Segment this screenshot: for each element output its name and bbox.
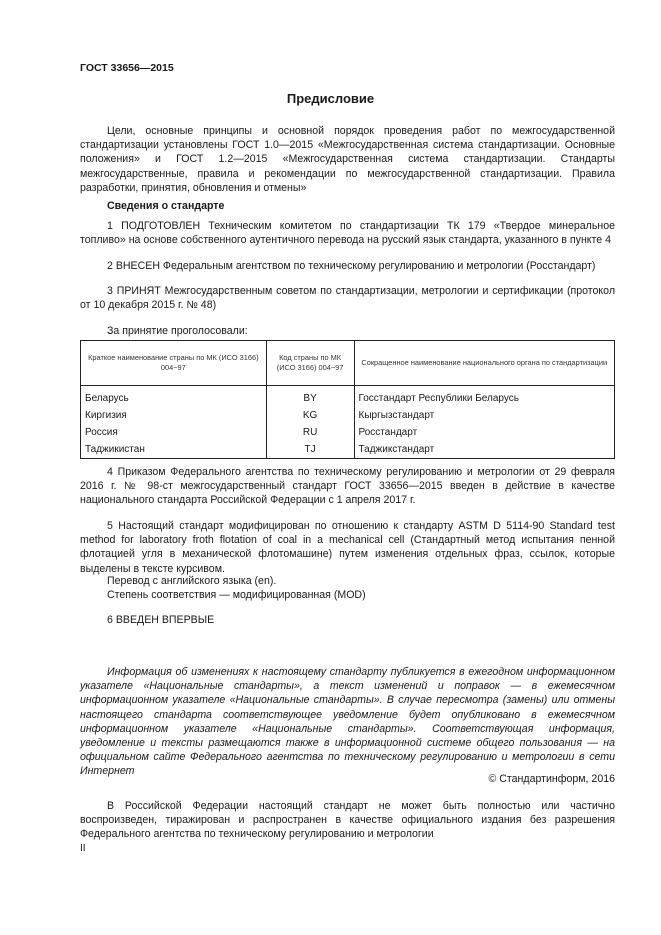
item-4-order: 4 Приказом Федерального агентства по техническому регулированию и метрологии от 29 февраля 2016 г. № 98-ст межгосударственный стандарт ГОСТ 33656—2015 введен в действие в качестве национального стандарта Российской Федерации с 1 апреля 2017 г.: [80, 466, 615, 507]
body-cell: Госстандарт Республики Беларусь: [354, 390, 615, 407]
table-header-row: [81, 341, 615, 386]
country-cell: Россия: [81, 424, 267, 441]
country-cell: Киргизия: [81, 407, 267, 424]
item-5-modified: 5 Настоящий стандарт модифицирован по отношению к стандарту ASTM D 5114-90 Standard test method for laboratory froth flotation of coal in a mechanical cell (Стандартный метод испытания пенной флотацией угля в механической флотомашине) путем изменения отдельных фраз, ссылок, которые выделены в тексте курсивом.: [80, 520, 615, 575]
item-3-adopted: 3 ПРИНЯТ Межгосударственным советом по стандартизации, метрологии и сертификации (протокол от 10 декабря 2015 г. № 48): [80, 285, 615, 312]
country-cell: Беларусь: [81, 390, 267, 407]
info-heading: Сведения о стандарте: [107, 200, 225, 212]
code-cell: BY: [266, 390, 354, 407]
code-cell: TJ: [266, 441, 354, 459]
body-cell: Кыргызстандарт: [354, 407, 615, 424]
page-title: Предисловие: [286, 91, 375, 106]
voted-label: За принятие проголосовали:: [107, 325, 248, 337]
votes-table: [80, 340, 615, 459]
item-2-introduced: 2 ВНЕСЕН Федеральным агентством по техническому регулированию и метрологии (Росстандарт): [107, 260, 596, 272]
column-header-body: Сокращенное наименование национального органа по стандартизации: [354, 341, 615, 386]
intro-paragraph: Цели, основные принципы и основной порядок проведения работ по межгосударственной стандартизации установлены ГОСТ 1.0—2015 «Межгосударственная система стандартизации. Основные положения» и ГОСТ 1.2—2015 «Межгосударственная система стандартизации. Стандарты межгосударственные, правила и рекомендации по межгосударственной стандартизации. Правила разработки, принятия, обновления и отмены»: [80, 125, 615, 194]
changes-notice: Информация об изменениях к настоящему стандарту публикуется в ежегодном информационном указателе «Национальные стандарты», а текст изменений и поправок — в ежемесячном информационном указателе «Национальные стандарты». В случае пересмотра (замены) или отмены настоящего стандарта соответствующее уведомление будет опубликовано в ежемесячном информационном указателе «Национальные стандарты». Соответствующая информация, уведомление и тексты размещаются также в информационной системе общего пользования — на официальном сайте Федерального агентства по техническому регулированию и метрологии в сети Интернет: [80, 666, 615, 778]
copyright: © Стандартинформ, 2016: [488, 773, 615, 785]
table-row: [81, 407, 615, 424]
item-1-prepared: 1 ПОДГОТОВЛЕН Техническим комитетом по стандартизации ТК 179 «Твердое минеральное топливо» на основе собственного аутентичного перевода на русский язык стандарта, указанного в пункте 4: [80, 220, 615, 247]
item-5-degree: Степень соответствия — модифицированная (MOD): [107, 589, 366, 601]
column-header-country: Краткое наименование страны по МК (ИСО 3166) 004−97: [81, 341, 267, 386]
item-5-translation: Перевод с английского языка (en).: [107, 575, 277, 587]
legal-notice: В Российской Федерации настоящий стандарт не может быть полностью или частично воспроизведен, тиражирован и распространен в качестве официального издания без разрешения Федерального агентства по техническому регулированию и метрологии: [80, 800, 615, 841]
standard-designation: ГОСТ 33656—2015: [80, 62, 174, 74]
column-header-code: Код страны по МК (ИСО 3166) 004−97: [266, 341, 354, 386]
page-number: II: [80, 843, 86, 854]
code-cell: KG: [266, 407, 354, 424]
body-cell: Росстандарт: [354, 424, 615, 441]
table-row: [81, 390, 615, 407]
code-cell: RU: [266, 424, 354, 441]
table-row: [81, 424, 615, 441]
item-6-first-introduced: 6 ВВЕДЕН ВПЕРВЫЕ: [107, 614, 215, 626]
body-cell: Таджикстандарт: [354, 441, 615, 459]
country-cell: Таджикистан: [81, 441, 267, 459]
table-row: [81, 441, 615, 459]
